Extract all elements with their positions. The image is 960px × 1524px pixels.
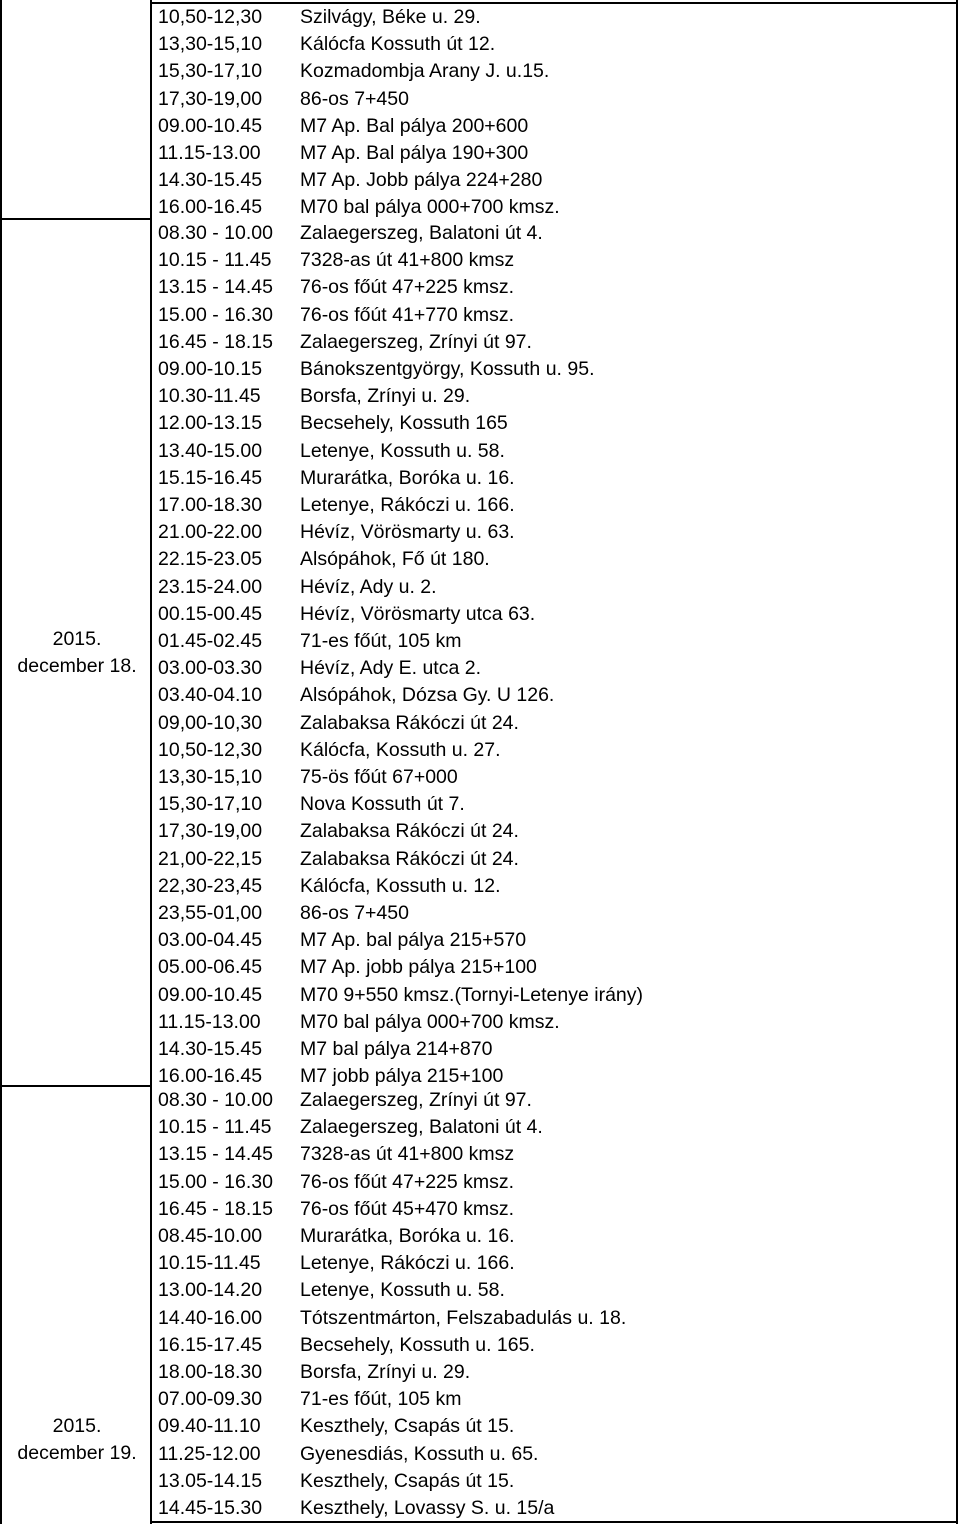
time-range: 08.30 - 10.00: [158, 1089, 273, 1111]
schedule-row: [152, 438, 956, 465]
time-range: 17,30-19,00: [158, 820, 263, 843]
schedule-row: [152, 356, 956, 383]
location: Hévíz, Ady u. 2.: [300, 575, 437, 598]
schedule-row: [152, 4, 956, 31]
location: Hévíz, Vörösmarty u. 63.: [300, 521, 515, 544]
schedule-row: [152, 167, 956, 194]
time-range: 12.00-13.15: [158, 412, 263, 435]
location: 7328-as út 41+800 kmsz: [300, 249, 515, 272]
schedule-row: [152, 737, 956, 764]
location: Kálócfa Kossuth út 12.: [300, 33, 496, 56]
day2-date-day: december 19.: [17, 1442, 137, 1464]
location: Kozmadombja Arany J. u.15.: [300, 60, 550, 83]
location: Letenye, Kossuth u. 58.: [300, 439, 505, 462]
time-range: 16.15-17.45: [158, 1333, 263, 1356]
location: Tótszentmárton, Felszabadulás u. 18.: [300, 1306, 627, 1329]
day2-top-divider: [2, 1085, 152, 1087]
time-range: 10,50-12,30: [158, 738, 263, 761]
location: Szilvágy, Béke u. 29.: [300, 6, 481, 28]
time-range: 13.15 - 14.45: [158, 276, 273, 299]
time-range: 09.40-11.10: [158, 1415, 261, 1438]
time-range: 10,50-12,30: [158, 6, 263, 28]
time-range: 09.00-10.45: [158, 114, 263, 137]
time-range: 14.45-15.30: [158, 1497, 263, 1519]
time-range: 09.00-10.15: [158, 358, 263, 380]
schedule-row: [152, 1386, 956, 1413]
schedule-row: [152, 1114, 956, 1141]
schedule-row: [152, 818, 956, 845]
schedule-row: [152, 140, 956, 167]
time-range: 10.15 - 11.45: [158, 1116, 272, 1139]
location: Zalaegerszeg, Balatoni út 4.: [300, 1116, 543, 1139]
schedule-row: [152, 1495, 956, 1522]
day2-date-year: 2015.: [52, 1415, 102, 1437]
schedule-row: [152, 1413, 956, 1440]
location: Hévíz, Ady E. utca 2.: [300, 657, 482, 680]
time-range: 01.45-02.45: [158, 630, 263, 652]
location: 76-os főút 47+225 kmsz.: [300, 276, 515, 299]
time-range: 14.40-16.00: [158, 1306, 263, 1329]
location: M70 9+550 kmsz.(Tornyi-Letenye irány): [300, 983, 644, 1006]
time-range: 10.15 - 11.45: [158, 249, 272, 272]
schedule-row: [152, 113, 956, 140]
location: 76-os főút 47+225 kmsz.: [300, 1170, 515, 1193]
schedule-row: [152, 1141, 956, 1168]
time-range: 13,30-15,10: [158, 33, 263, 56]
location: M7 Ap. Bal pálya 200+600: [300, 114, 529, 137]
right-border: [956, 0, 958, 1524]
location: Kálócfa, Kossuth u. 12.: [300, 874, 501, 897]
time-range: 00.15-00.45: [158, 602, 263, 625]
time-range: 23.15-24.00: [158, 575, 263, 598]
location: M7 Ap. jobb pálya 215+100: [300, 956, 537, 979]
location: 86-os 7+450: [300, 902, 409, 924]
schedule-row: [152, 383, 956, 410]
location: Becsehely, Kossuth 165: [300, 412, 508, 435]
schedule-row: [152, 1223, 956, 1250]
location: Kálócfa, Kossuth u. 27.: [300, 738, 501, 761]
schedule-row: [152, 247, 956, 274]
location: Bánokszentgyörgy, Kossuth u. 95.: [300, 358, 595, 380]
schedule-row: [152, 1009, 956, 1036]
time-range: 11.15-13.00: [158, 142, 261, 164]
schedule-row: [152, 1196, 956, 1223]
location: Alsópáhok, Fő út 180.: [300, 548, 490, 571]
schedule-row: [152, 764, 956, 791]
time-range: 03.00-03.30: [158, 657, 263, 680]
schedule-row: [152, 302, 956, 329]
time-range: 03.00-04.45: [158, 929, 263, 952]
time-range: 21,00-22,15: [158, 847, 263, 870]
schedule-row: [152, 574, 956, 601]
schedule-row: [152, 58, 956, 85]
location: Keszthely, Lovassy S. u. 15/a: [300, 1497, 555, 1519]
time-range: 15,30-17,10: [158, 793, 263, 816]
time-range: 22.15-23.05: [158, 548, 263, 571]
location: Gyenesdiás, Kossuth u. 65.: [300, 1442, 539, 1465]
schedule-row: [152, 274, 956, 301]
time-range: 15.00 - 16.30: [158, 303, 273, 326]
schedule-row: [152, 220, 956, 247]
time-range: 09,00-10,30: [158, 711, 263, 734]
location: 7328-as út 41+800 kmsz: [300, 1143, 515, 1166]
location: Alsópáhok, Dózsa Gy. U 126.: [300, 684, 555, 707]
schedule-row: [152, 329, 956, 356]
time-range: 05.00-06.45: [158, 956, 263, 979]
day2-date-label: [2, 1413, 152, 1467]
schedule-row: [152, 86, 956, 113]
location: M7 Ap. bal pálya 215+570: [300, 929, 527, 952]
schedule-row: [152, 682, 956, 709]
time-range: 16.00-16.45: [158, 1065, 263, 1088]
schedule-row: [152, 1305, 956, 1332]
location: Zalaegerszeg, Zrínyi út 97.: [300, 1089, 532, 1111]
schedule-row: [152, 546, 956, 573]
location: Keszthely, Csapás út 15.: [300, 1469, 515, 1492]
schedule-row: [152, 519, 956, 546]
location: Borsfa, Zrínyi u. 29.: [300, 385, 471, 408]
time-range: 16.45 - 18.15: [158, 1197, 273, 1220]
location: Zalaegerszeg, Zrínyi út 97.: [300, 330, 532, 353]
location: M70 bal pálya 000+700 kmsz.: [300, 196, 560, 219]
location: Nova Kossuth út 7.: [300, 793, 465, 816]
location: M7 bal pálya 214+870: [300, 1038, 493, 1060]
time-range: 18.00-18.30: [158, 1361, 263, 1383]
location: Zalabaksa Rákóczi út 24.: [300, 711, 519, 734]
schedule-row: [152, 31, 956, 58]
location: Zalabaksa Rákóczi út 24.: [300, 820, 519, 843]
schedule-row: [152, 1332, 956, 1359]
schedule-row: [152, 601, 956, 628]
schedule-row: [152, 791, 956, 818]
schedule-row: [152, 410, 956, 437]
time-range: 13,30-15,10: [158, 766, 263, 788]
time-range: 08.45-10.00: [158, 1225, 263, 1247]
time-range: 14.30-15.45: [158, 169, 263, 192]
location: 71-es főút, 105 km: [300, 1388, 462, 1411]
time-range: 17,30-19,00: [158, 87, 263, 110]
time-range: 13.15 - 14.45: [158, 1143, 273, 1166]
schedule-row: [152, 954, 956, 981]
time-range: 13.00-14.20: [158, 1279, 263, 1302]
location: 76-os főút 45+470 kmsz.: [300, 1197, 515, 1220]
location: M7 jobb pálya 215+100: [300, 1065, 504, 1088]
time-range: 13.40-15.00: [158, 439, 263, 462]
schedule-row: [152, 655, 956, 682]
day1-date-year: 2015.: [52, 628, 102, 650]
location: M7 Ap. Bal pálya 190+300: [300, 142, 529, 164]
time-range: 13.05-14.15: [158, 1469, 263, 1492]
time-range: 03.40-04.10: [158, 684, 263, 707]
left-border: [0, 0, 2, 1524]
location: M70 bal pálya 000+700 kmsz.: [300, 1010, 560, 1033]
time-range: 11.25-12.00: [158, 1442, 261, 1465]
location: Hévíz, Vörösmarty utca 63.: [300, 602, 536, 625]
day1-date-day: december 18.: [17, 655, 137, 677]
time-range: 10.15-11.45: [158, 1252, 261, 1275]
schedule-row: [152, 927, 956, 954]
location: M7 Ap. Jobb pálya 224+280: [300, 169, 543, 192]
time-range: 08.30 - 10.00: [158, 222, 273, 244]
location: 75-ös főút 67+000: [300, 766, 458, 788]
location: 76-os főút 41+770 kmsz.: [300, 303, 515, 326]
time-range: 15,30-17,10: [158, 60, 263, 83]
location: Letenye, Rákóczi u. 166.: [300, 1252, 515, 1275]
time-range: 09.00-10.45: [158, 983, 263, 1006]
time-range: 15.00 - 16.30: [158, 1170, 273, 1193]
schedule-row: [152, 710, 956, 737]
schedule-row: [152, 1468, 956, 1495]
time-range: 22,30-23,45: [158, 874, 263, 897]
location: Letenye, Kossuth u. 58.: [300, 1279, 505, 1302]
schedule-row: [152, 1169, 956, 1196]
time-range: 17.00-18.30: [158, 494, 263, 516]
schedule-row: [152, 1277, 956, 1304]
time-range: 16.45 - 18.15: [158, 330, 273, 353]
time-range: 14.30-15.45: [158, 1038, 263, 1060]
location: Murarátka, Boróka u. 16.: [300, 1225, 515, 1247]
time-range: 16.00-16.45: [158, 196, 263, 219]
time-range: 21.00-22.00: [158, 521, 263, 544]
location: Borsfa, Zrínyi u. 29.: [300, 1361, 471, 1383]
schedule-row: [152, 846, 956, 873]
location: Letenye, Rákóczi u. 166.: [300, 494, 515, 516]
schedule-row: [152, 465, 956, 492]
schedule-row: [152, 194, 956, 221]
time-range: 10.30-11.45: [158, 385, 261, 408]
schedule-row: [152, 1441, 956, 1468]
schedule-row: [152, 900, 956, 927]
location: Becsehely, Kossuth u. 165.: [300, 1333, 535, 1356]
location: Zalaegerszeg, Balatoni út 4.: [300, 222, 543, 244]
location: Zalabaksa Rákóczi út 24.: [300, 847, 519, 870]
location: 86-os 7+450: [300, 87, 409, 110]
schedule-row: [152, 1250, 956, 1277]
location: Keszthely, Csapás út 15.: [300, 1415, 515, 1438]
time-range: 15.15-16.45: [158, 466, 263, 489]
schedule-row: [152, 1036, 956, 1063]
schedule-row: [152, 1359, 956, 1386]
schedule-row: [152, 873, 956, 900]
schedule-row: [152, 628, 956, 655]
location: 71-es főút, 105 km: [300, 630, 462, 652]
time-range: 11.15-13.00: [158, 1010, 261, 1033]
day1-date-label: [2, 626, 152, 680]
time-range: 07.00-09.30: [158, 1388, 263, 1411]
schedule-row: [152, 492, 956, 519]
time-range: 23,55-01,00: [158, 902, 263, 924]
schedule-row: [152, 982, 956, 1009]
schedule-row: [152, 1087, 956, 1114]
day1-top-divider: [2, 218, 152, 220]
location: Murarátka, Boróka u. 16.: [300, 466, 515, 489]
